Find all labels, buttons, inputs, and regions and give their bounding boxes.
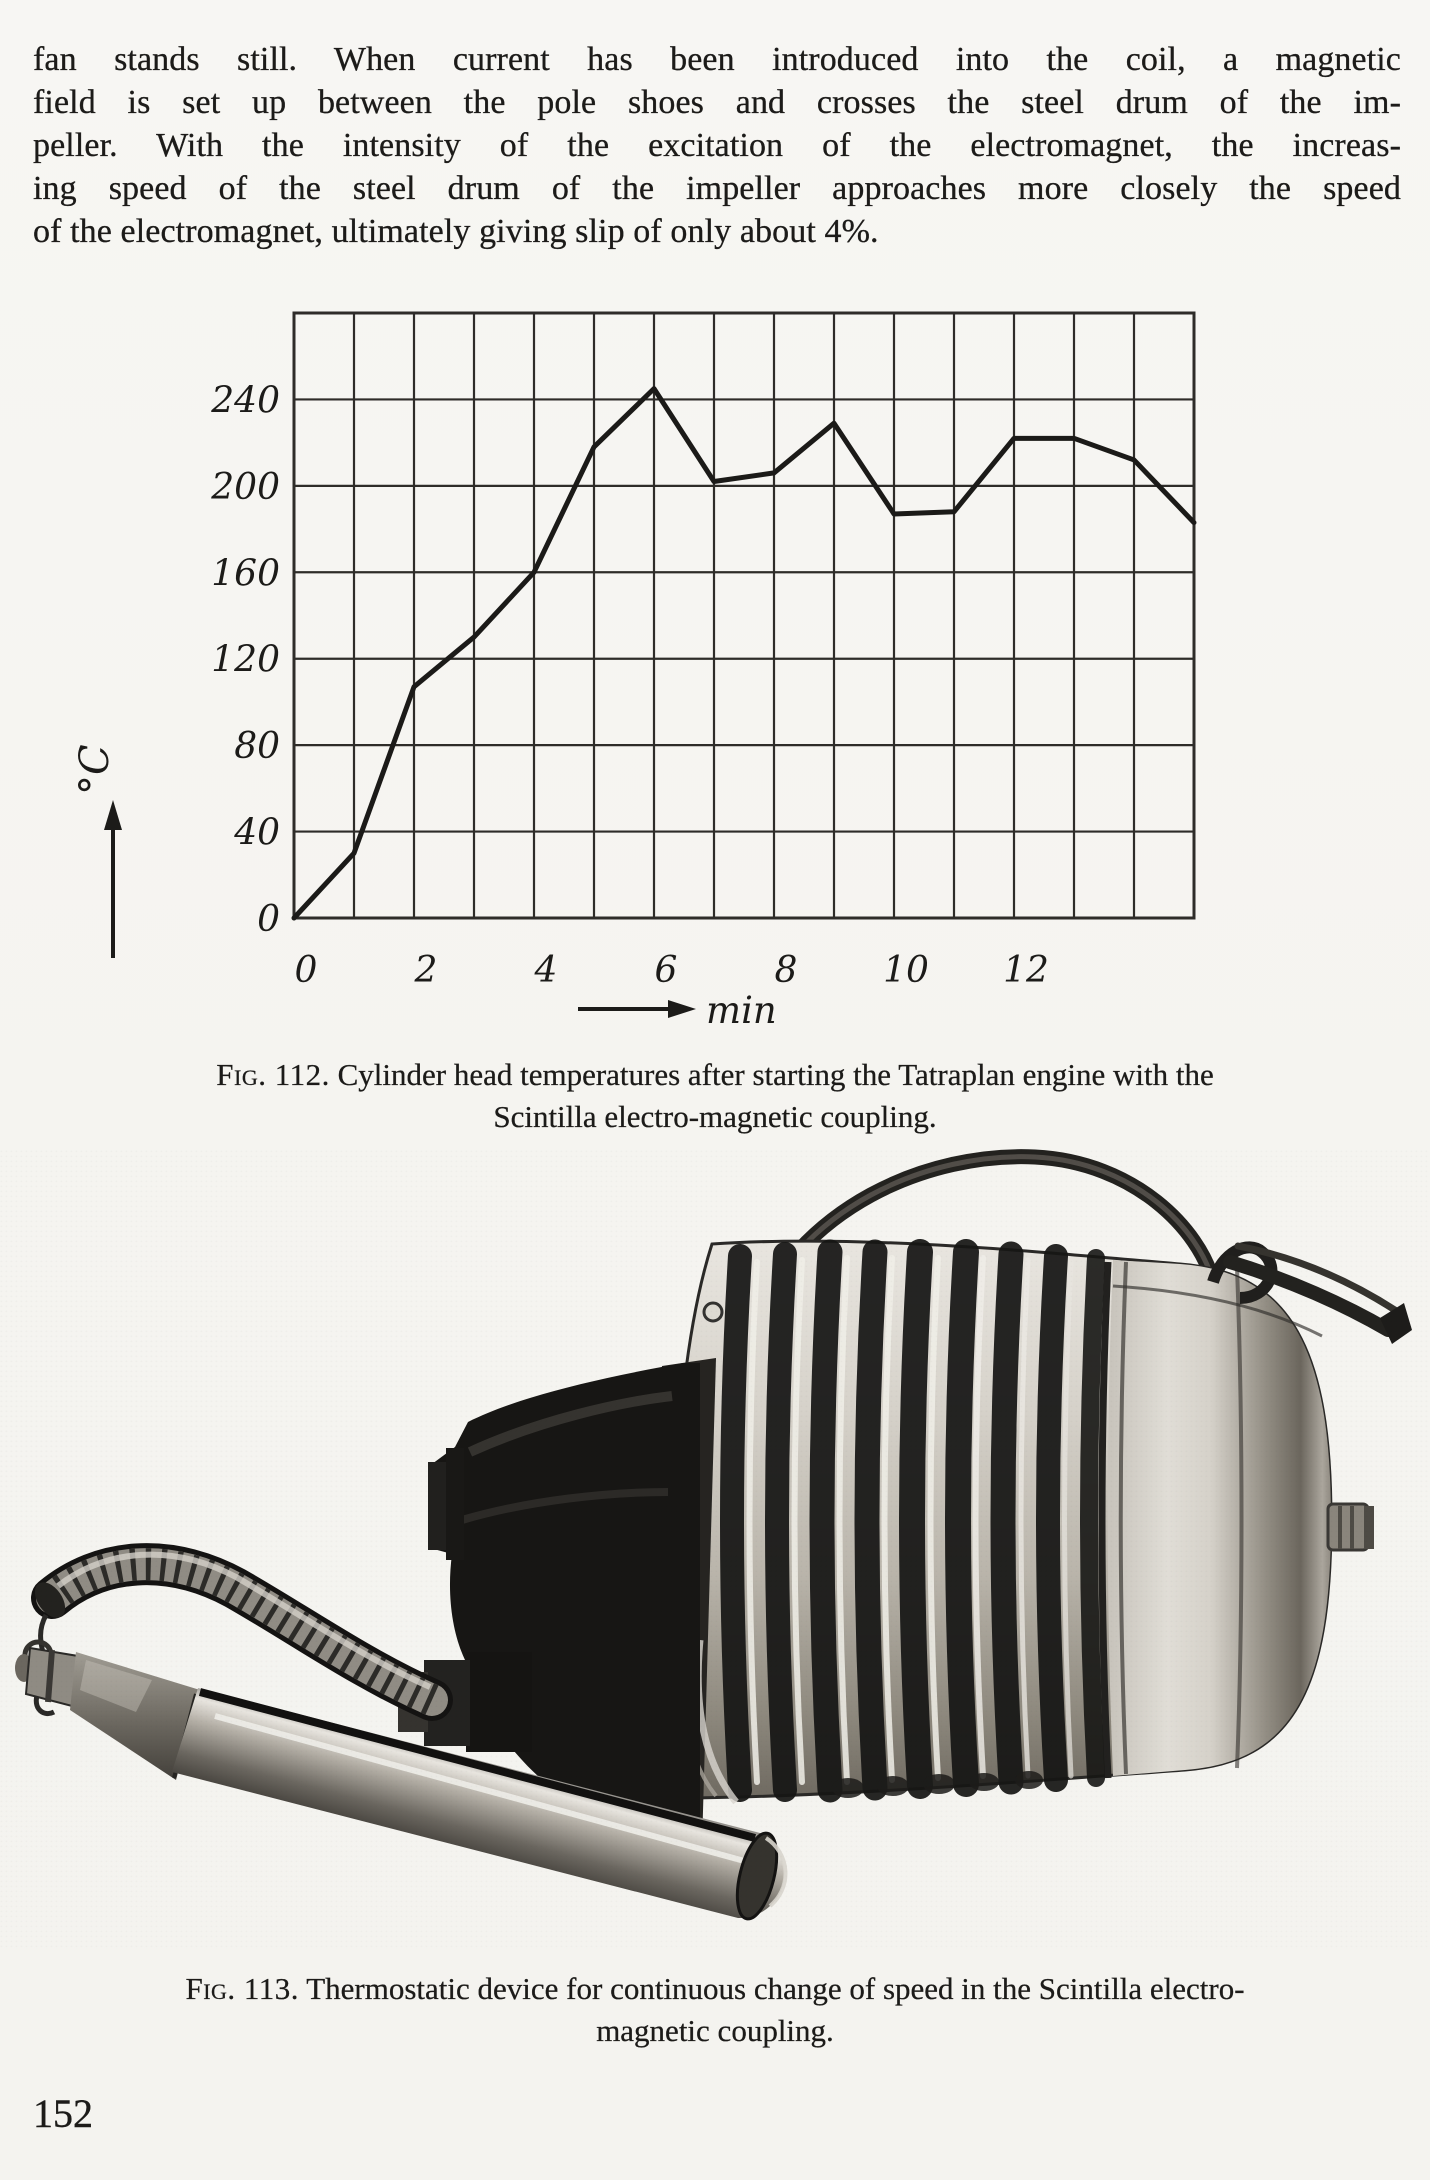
up-arrow-icon xyxy=(104,800,122,958)
tick-label: 160 xyxy=(211,553,280,595)
tick-label: 80 xyxy=(234,726,280,768)
right-arrow-icon xyxy=(578,1000,696,1018)
fig112-caption xyxy=(80,1054,1350,1138)
fig112-caption-line2: Scintilla electro-magnetic coupling. xyxy=(493,1099,937,1134)
page-number: 152 xyxy=(33,2091,93,2136)
y-axis-label: °C xyxy=(72,744,118,795)
paragraph-line: fan stands still. When current has been introduced into the coil, a magnetic xyxy=(33,41,1401,78)
x-axis-label: min xyxy=(706,989,777,1032)
tick-label: 12 xyxy=(1003,950,1049,991)
tick-label: 120 xyxy=(211,639,280,681)
tick-label: 8 xyxy=(774,950,798,991)
fig113-caption-line1: Fig. 113. Thermostatic device for continuous change of speed in the Scintilla electro- xyxy=(185,1971,1245,2006)
fig113-caption xyxy=(80,1968,1350,2052)
fig112-chart xyxy=(210,313,1194,991)
tick-label: 2 xyxy=(414,950,438,991)
tick-label: 6 xyxy=(654,950,678,991)
tick-label: 200 xyxy=(211,466,280,508)
fig113-caption-line2: magnetic coupling. xyxy=(596,2013,834,2048)
halftone-texture xyxy=(0,1150,1430,1950)
paragraph-line: field is set up between the pole shoes and crosses the steel drum of the im- xyxy=(33,84,1401,121)
fig112-label: Fig. 112. xyxy=(216,1057,330,1092)
fig112-caption-line1: Fig. 112. Cylinder head temperatures after starting the Tatraplan engine with the xyxy=(216,1057,1214,1092)
fig113-photo xyxy=(0,1150,1430,1950)
tick-label: 0 xyxy=(294,950,318,991)
tick-label: 40 xyxy=(234,812,280,854)
paragraph-line: of the electromagnet, ultimately giving slip of only about 4%. xyxy=(33,213,879,250)
paragraph-line: ing speed of the steel drum of the impeller approaches more closely the speed xyxy=(33,170,1401,207)
tick-label: 10 xyxy=(883,950,929,991)
tick-label: 240 xyxy=(211,380,280,422)
paragraph-line: peller. With the intensity of the excitation of the electromagnet, the increas- xyxy=(33,127,1401,164)
tick-label: 4 xyxy=(534,950,558,991)
temperature-curve xyxy=(294,389,1194,918)
tick-label: 0 xyxy=(257,899,280,940)
fig113-label: Fig. 113. xyxy=(185,1971,300,2006)
